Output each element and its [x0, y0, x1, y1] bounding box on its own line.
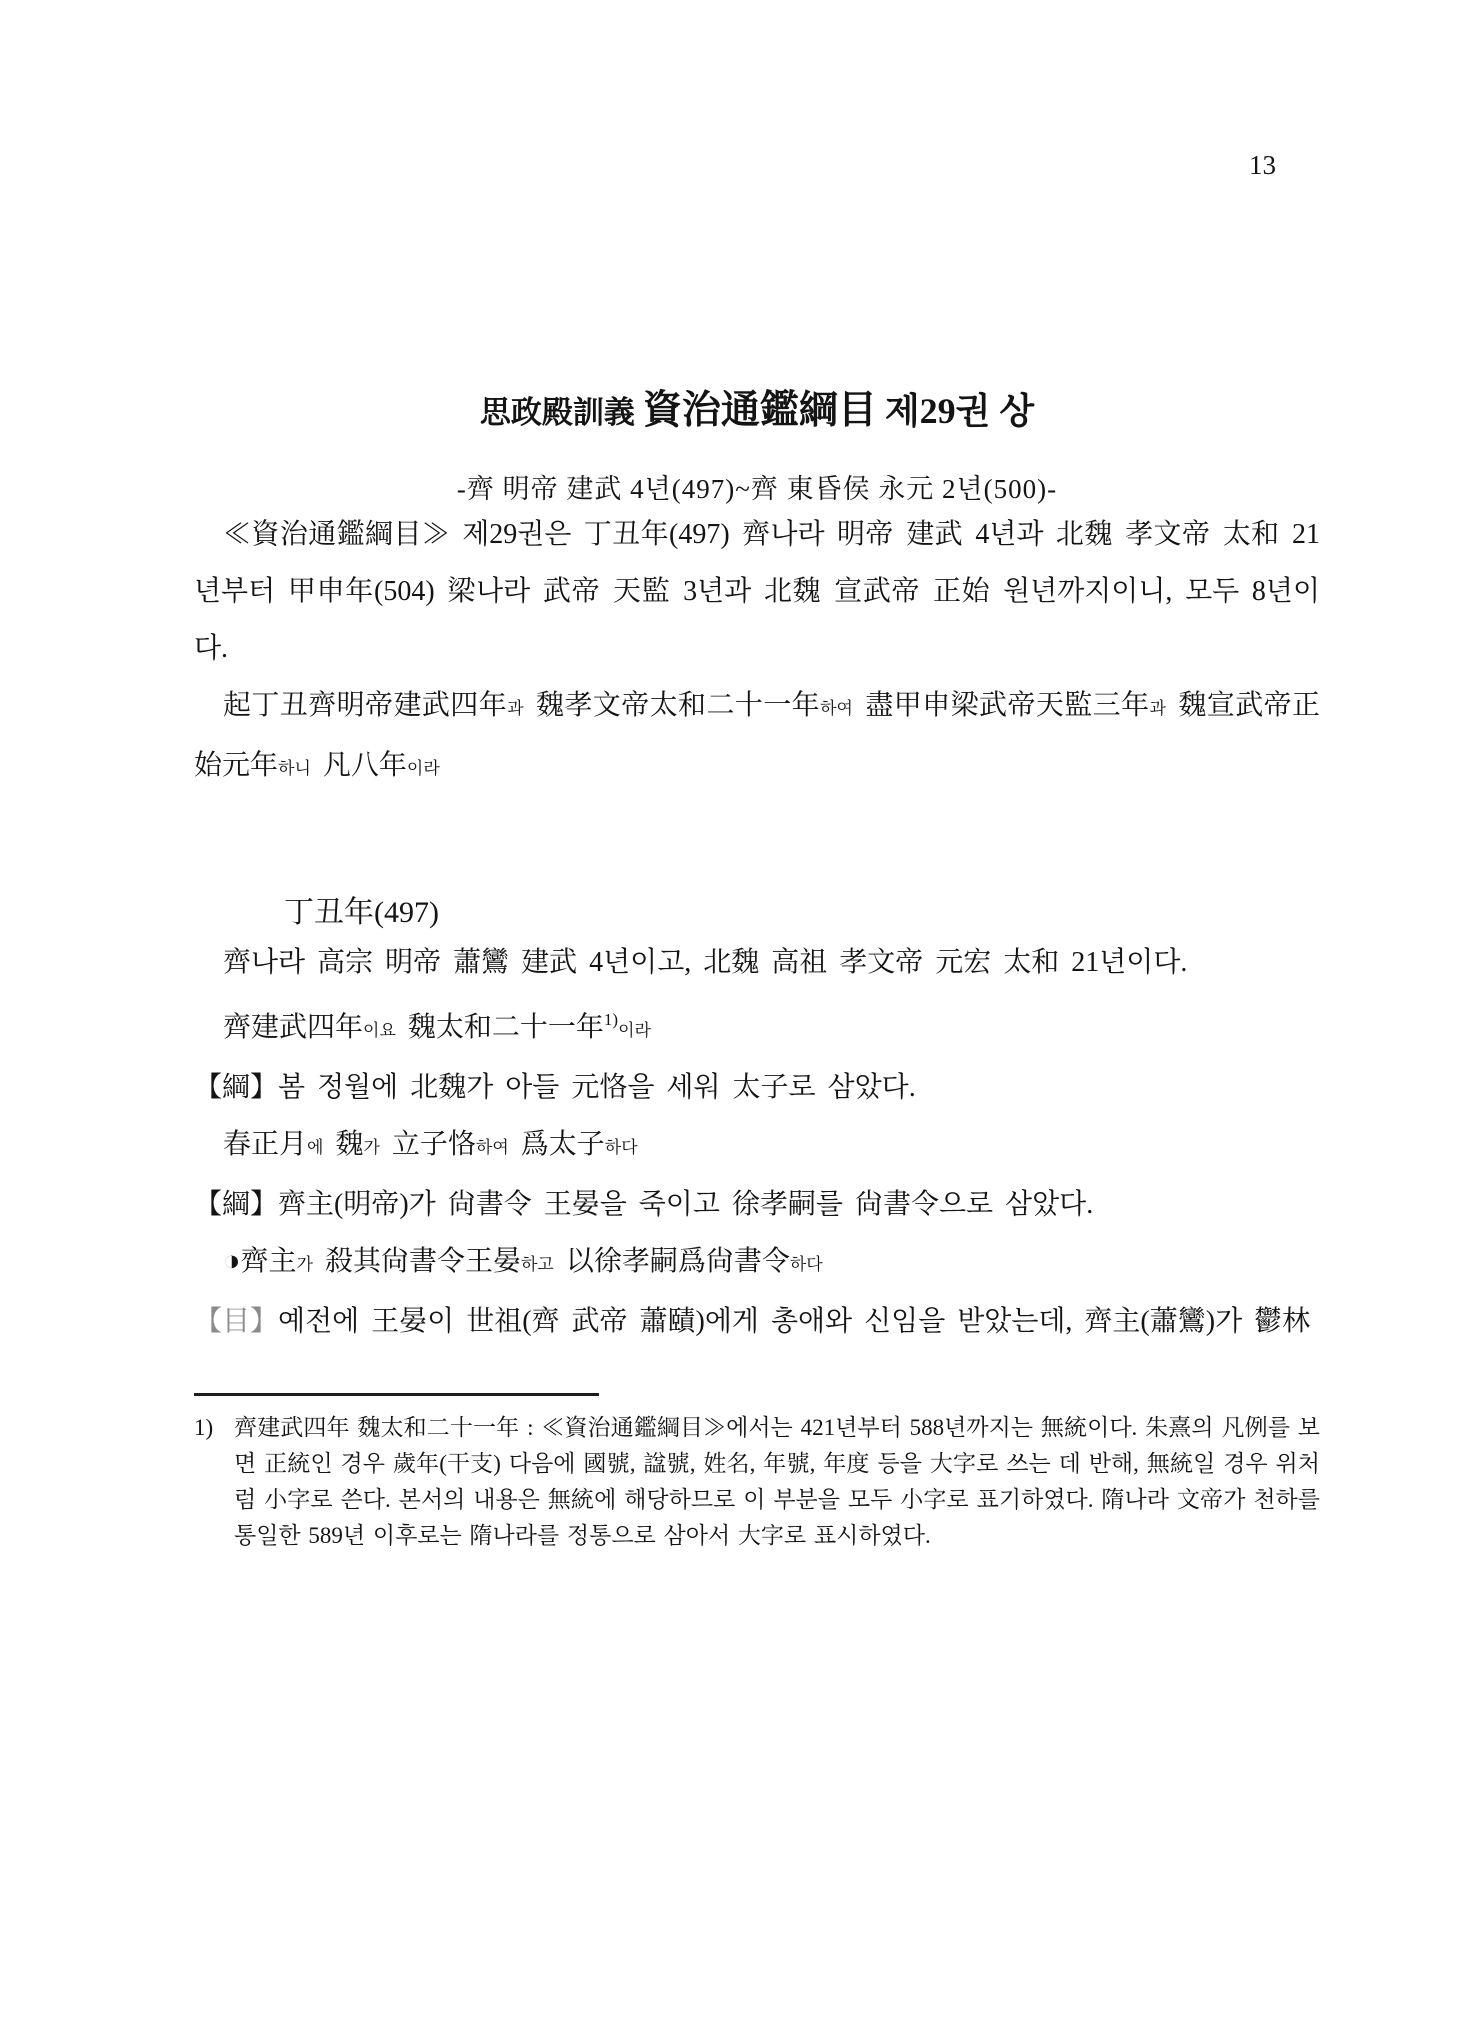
- year-heading: 丁丑年(497): [284, 896, 439, 929]
- gang-label: 【綱】: [194, 1189, 279, 1220]
- gang-entry-1-text: 봄 정월에 北魏가 아들 元恪을 세워 太子로 삼았다.: [278, 1072, 916, 1103]
- page-number: 13: [1249, 150, 1276, 180]
- title-main: 資治通鑑綱目: [642, 389, 877, 432]
- gang-entry-2-text: 齊主(明帝)가 尙書令 王晏을 죽이고 徐孝嗣를 尙書令으로 삼았다.: [278, 1189, 1094, 1220]
- mok-entry: [194, 1293, 1320, 1350]
- mok-label: 【目】: [194, 1306, 279, 1337]
- footnote-text: 齊建武四年 魏太和二十一年 : ≪資治通鑑綱目≫에서는 421년부터 588년까지는 無統이다. 朱熹의 凡例를 보면 正統인 경우 歲年(干支) 다음에 國號, 諡號, 姓名, 年號, 年度 등을 大字로 쓰는 데 반해, 無統일 경우 위처럼 小字로 쓴다. 본서의 내용은 無統에 해당하므로 이 부분을 모두 小字로 표기하였다. 隋나라 文帝가 천하를 통일한 589년 이후로는 隋나라를 정통으로 삼아서 大字로 표시하였다.: [234, 1415, 1320, 1548]
- gang-entry-2-hanmun: ◑齊主가 殺其尙書令王晏하고 以徐孝嗣爲尙書令하다: [223, 1245, 823, 1277]
- gang-label: 【綱】: [194, 1072, 279, 1103]
- intro-paragraph: ≪資治通鑑綱目≫ 제29권은 丁丑年(497) 齊나라 明帝 建武 4년과 北魏 孝文帝 太和 21년부터 甲申年(504) 梁나라 武帝 天監 3년과 北魏 宣武帝 正始 원년까지이니, 모두 8년이다.: [194, 519, 1320, 664]
- year-hanmun: 齊建武四年이요 魏太和二十一年$^{1)}$이라: [223, 1010, 651, 1043]
- footnote: [194, 1410, 1320, 1554]
- year-korean: 齊나라 高宗 明帝 蕭鸞 建武 4년이고, 北魏 高祖 孝文帝 元宏 太和 21년이다.: [223, 947, 1188, 978]
- mok-entry-text: 예전에 王晏이 世祖(齊 武帝 蕭賾)에게 총애와 신임을 받았는데, 齊主(蕭鸞)가 鬱林: [278, 1306, 1311, 1337]
- footnote-separator: [194, 1393, 599, 1396]
- gang-entry-1-hanmun: 春正月에 魏가 立子恪하여 爲太子하다: [223, 1129, 638, 1160]
- title-prefix: 思政殿訓義: [479, 395, 635, 430]
- subtitle: -齊 明帝 建武 4년(497)~齊 東昏侯 永元 2년(500)-: [456, 474, 1058, 504]
- intro-hanmun: 起丁丑齊明帝建武四年과 魏孝文帝太和二十一年하여 盡甲申梁武帝天監三年과 魏宣武帝正始元年하니 凡八年이라: [194, 690, 1321, 781]
- gang-entry-1: [194, 1059, 1320, 1116]
- title-volume: 제29권 상: [884, 391, 1035, 431]
- gang-entry-2: [194, 1176, 1320, 1233]
- footnote-marker: 1): [194, 1415, 214, 1440]
- page-title: [194, 385, 1320, 439]
